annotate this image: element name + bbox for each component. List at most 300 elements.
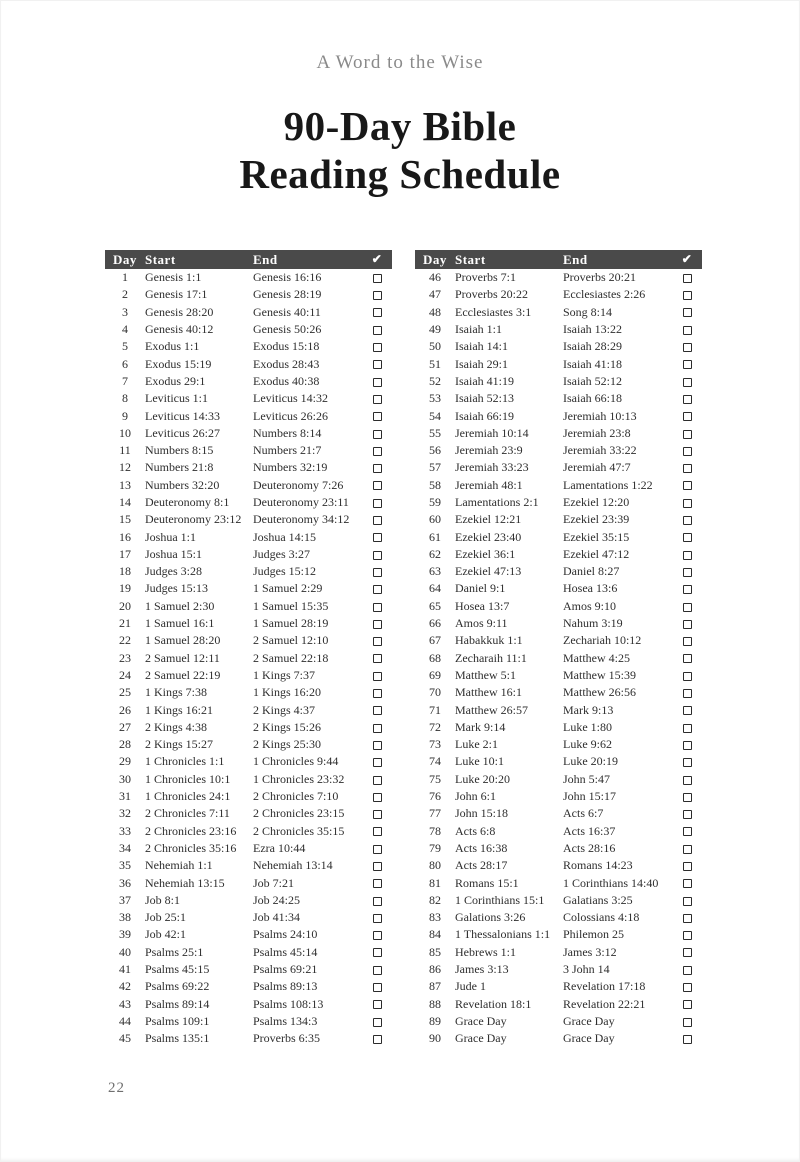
end-reference-cell: Numbers 32:19 — [253, 460, 328, 475]
end-reference-cell: Psalms 45:14 — [253, 944, 318, 959]
schedule-row — [105, 961, 392, 978]
schedule-row — [415, 961, 702, 978]
end-reference-cell: Matthew 15:39 — [563, 667, 636, 682]
day-checkbox[interactable] — [373, 308, 382, 317]
checkbox-cell — [362, 546, 392, 563]
checkbox-cell — [672, 961, 702, 978]
day-checkbox[interactable] — [683, 654, 692, 663]
start-reference-cell: Proverbs 20:22 — [455, 287, 528, 302]
day-checkbox[interactable] — [373, 672, 382, 681]
schedule-row — [415, 459, 702, 476]
schedule-row — [415, 390, 702, 407]
day-checkbox[interactable] — [373, 343, 382, 352]
day-checkbox[interactable] — [683, 845, 692, 854]
schedule-row — [105, 1030, 392, 1047]
end-reference-cell: 2 Samuel 22:18 — [253, 650, 329, 665]
start-reference-cell: Matthew 16:1 — [455, 685, 522, 700]
end-reference-cell: 2 Samuel 12:10 — [253, 633, 329, 648]
day-checkbox[interactable] — [373, 966, 382, 975]
day-checkbox[interactable] — [683, 827, 692, 836]
day-checkbox[interactable] — [373, 810, 382, 819]
day-checkbox[interactable] — [373, 1000, 382, 1009]
schedule-row — [105, 684, 392, 701]
day-cell: 57 — [429, 460, 441, 475]
day-checkbox[interactable] — [373, 412, 382, 421]
day-checkbox[interactable] — [373, 758, 382, 767]
schedule-row — [105, 494, 392, 511]
start-reference-cell: Job 8:1 — [145, 892, 181, 907]
end-reference-cell: Ecclesiastes 2:26 — [563, 287, 646, 302]
day-checkbox[interactable] — [683, 724, 692, 733]
end-reference-cell: John 15:17 — [563, 789, 617, 804]
schedule-row — [105, 650, 392, 667]
checkbox-cell — [672, 598, 702, 615]
start-reference-cell: 1 Samuel 28:20 — [145, 633, 221, 648]
start-reference-cell: James 3:13 — [455, 962, 509, 977]
day-cell: 9 — [122, 408, 128, 423]
checkbox-cell — [362, 511, 392, 528]
day-checkbox[interactable] — [683, 897, 692, 906]
start-reference-cell: Ecclesiastes 3:1 — [455, 304, 532, 319]
start-reference-cell: Jeremiah 33:23 — [455, 460, 529, 475]
end-reference-cell: 1 Chronicles 23:32 — [253, 771, 345, 786]
checkbox-cell — [362, 355, 392, 372]
checkbox-cell — [672, 978, 702, 995]
schedule-row — [415, 407, 702, 424]
checkbox-cell — [672, 321, 702, 338]
day-checkbox[interactable] — [683, 308, 692, 317]
end-reference-cell: Acts 28:16 — [563, 840, 616, 855]
schedule-row — [415, 944, 702, 961]
day-checkbox[interactable] — [683, 533, 692, 542]
day-checkbox[interactable] — [683, 326, 692, 335]
day-checkbox[interactable] — [373, 378, 382, 387]
day-cell: 69 — [429, 667, 441, 682]
page-number: 22 — [108, 1080, 125, 1096]
end-reference-cell: Amos 9:10 — [563, 598, 617, 613]
checkbox-cell — [672, 373, 702, 390]
day-checkbox[interactable] — [683, 931, 692, 940]
day-checkbox[interactable] — [683, 395, 692, 404]
day-cell: 82 — [429, 892, 441, 907]
schedule-row — [105, 771, 392, 788]
end-reference-cell: Matthew 26:56 — [563, 685, 636, 700]
day-checkbox[interactable] — [683, 1000, 692, 1009]
schedule-row — [415, 425, 702, 442]
end-reference-cell: Jeremiah 33:22 — [563, 443, 637, 458]
day-checkbox[interactable] — [683, 914, 692, 923]
start-reference-cell: Isaiah 29:1 — [455, 356, 508, 371]
start-reference-cell: Hosea 13:7 — [455, 598, 510, 613]
checkbox-cell — [672, 823, 702, 840]
day-checkbox[interactable] — [683, 603, 692, 612]
checkbox-cell — [672, 477, 702, 494]
start-reference-cell: Ezekiel 23:40 — [455, 529, 522, 544]
end-column-header: End — [563, 250, 672, 269]
day-cell: 67 — [429, 633, 441, 648]
day-checkbox[interactable] — [683, 776, 692, 785]
day-checkbox[interactable] — [373, 326, 382, 335]
day-checkbox[interactable] — [373, 291, 382, 300]
day-cell: 35 — [119, 858, 131, 873]
day-cell: 87 — [429, 979, 441, 994]
schedule-row — [415, 753, 702, 770]
day-cell: 46 — [429, 270, 441, 285]
day-checkbox[interactable] — [683, 810, 692, 819]
start-reference-cell: Amos 9:11 — [455, 616, 508, 631]
end-reference-cell: Isaiah 41:18 — [563, 356, 622, 371]
day-cell: 90 — [429, 1031, 441, 1046]
day-checkbox[interactable] — [373, 533, 382, 542]
checkbox-cell — [362, 632, 392, 649]
end-reference-cell: Zechariah 10:12 — [563, 633, 642, 648]
schedule-row — [105, 892, 392, 909]
schedule-row — [105, 857, 392, 874]
day-cell: 48 — [429, 304, 441, 319]
start-reference-cell: Leviticus 14:33 — [145, 408, 220, 423]
checkbox-cell — [362, 650, 392, 667]
end-reference-cell: Psalms 69:21 — [253, 962, 318, 977]
day-checkbox[interactable] — [683, 983, 692, 992]
end-reference-cell: Numbers 21:7 — [253, 443, 322, 458]
day-checkbox[interactable] — [683, 551, 692, 560]
day-cell: 77 — [429, 806, 441, 821]
start-reference-cell: Isaiah 66:19 — [455, 408, 514, 423]
schedule-row — [415, 477, 702, 494]
end-reference-cell: Luke 1:80 — [563, 719, 612, 734]
start-reference-cell: Matthew 26:57 — [455, 702, 528, 717]
checkbox-cell — [362, 477, 392, 494]
start-reference-cell: Leviticus 1:1 — [145, 391, 208, 406]
schedule-row — [415, 736, 702, 753]
start-reference-cell: Matthew 5:1 — [455, 667, 516, 682]
checkbox-cell — [672, 944, 702, 961]
start-reference-cell: Jeremiah 23:9 — [455, 443, 523, 458]
start-reference-cell: Daniel 9:1 — [455, 581, 506, 596]
end-reference-cell: 2 Kings 4:37 — [253, 702, 316, 717]
day-checkbox[interactable] — [373, 1035, 382, 1044]
schedule-row — [415, 1030, 702, 1047]
end-column-header: End — [253, 250, 362, 269]
end-reference-cell: 1 Kings 16:20 — [253, 685, 322, 700]
schedule-tables — [105, 250, 702, 1047]
day-cell: 34 — [119, 840, 131, 855]
start-reference-cell: John 6:1 — [455, 789, 497, 804]
start-reference-cell: Lamentations 2:1 — [455, 495, 539, 509]
day-checkbox[interactable] — [373, 948, 382, 957]
start-reference-cell: Revelation 18:1 — [455, 996, 532, 1011]
day-cell: 27 — [119, 719, 131, 734]
day-checkbox[interactable] — [683, 689, 692, 698]
day-checkbox[interactable] — [683, 741, 692, 750]
checkbox-cell — [672, 788, 702, 805]
end-reference-cell: Jeremiah 10:13 — [563, 408, 637, 423]
end-reference-cell: 1 Chronicles 9:44 — [253, 754, 339, 769]
day-checkbox[interactable] — [683, 672, 692, 681]
start-reference-cell: Job 25:1 — [145, 910, 187, 925]
day-checkbox[interactable] — [373, 845, 382, 854]
end-reference-cell: Colossians 4:18 — [563, 910, 640, 925]
start-reference-cell: Hebrews 1:1 — [455, 944, 516, 959]
day-checkbox[interactable] — [373, 706, 382, 715]
title-line-1: 90-Day Bible — [283, 103, 517, 149]
day-checkbox[interactable] — [373, 689, 382, 698]
checkbox-cell — [362, 719, 392, 736]
schedule-row — [105, 269, 392, 286]
end-reference-cell: Job 7:21 — [253, 875, 295, 890]
day-checkbox[interactable] — [373, 879, 382, 888]
checkmark-icon: ✔ — [672, 250, 702, 269]
day-checkbox[interactable] — [683, 637, 692, 646]
day-checkbox[interactable] — [683, 464, 692, 473]
schedule-row — [105, 304, 392, 321]
day-cell: 52 — [429, 373, 441, 388]
end-reference-cell: Psalms 134:3 — [253, 1013, 318, 1028]
checkbox-cell — [672, 442, 702, 459]
start-reference-cell: 1 Chronicles 1:1 — [145, 754, 225, 769]
end-reference-cell: 1 Samuel 15:35 — [253, 598, 329, 613]
day-checkbox[interactable] — [683, 516, 692, 525]
end-reference-cell: 2 Chronicles 23:15 — [253, 806, 345, 821]
start-reference-cell: Leviticus 26:27 — [145, 425, 220, 440]
end-reference-cell: Nehemiah 13:14 — [253, 858, 333, 873]
day-checkbox[interactable] — [373, 430, 382, 439]
schedule-row — [415, 563, 702, 580]
start-reference-cell: Joshua 1:1 — [145, 529, 196, 544]
schedule-row — [415, 338, 702, 355]
day-checkbox[interactable] — [683, 430, 692, 439]
end-reference-cell: Jeremiah 47:7 — [563, 460, 631, 475]
schedule-row — [415, 321, 702, 338]
day-cell: 1 — [122, 270, 128, 285]
schedule-row — [415, 823, 702, 840]
day-checkbox[interactable] — [683, 447, 692, 456]
day-cell: 80 — [429, 858, 441, 873]
start-reference-cell: Jeremiah 10:14 — [455, 425, 529, 440]
checkbox-cell — [362, 1030, 392, 1047]
day-checkbox[interactable] — [373, 274, 382, 283]
day-cell: 13 — [119, 477, 131, 492]
day-checkbox[interactable] — [683, 1018, 692, 1027]
day-checkbox[interactable] — [373, 724, 382, 733]
schedule-row — [105, 355, 392, 372]
schedule-row — [415, 857, 702, 874]
day-cell: 15 — [119, 512, 131, 527]
day-checkbox[interactable] — [683, 879, 692, 888]
checkbox-cell — [672, 269, 702, 286]
schedule-row — [105, 995, 392, 1012]
schedule-row — [105, 944, 392, 961]
day-cell: 59 — [429, 495, 441, 509]
day-checkbox[interactable] — [373, 568, 382, 577]
end-reference-cell: 2 Kings 15:26 — [253, 719, 322, 734]
end-reference-cell: Song 8:14 — [563, 304, 613, 319]
end-reference-cell: Isaiah 52:12 — [563, 373, 622, 388]
checkbox-cell — [362, 598, 392, 615]
day-cell: 30 — [119, 771, 131, 786]
checkbox-cell — [362, 304, 392, 321]
schedule-row — [105, 580, 392, 597]
day-checkbox[interactable] — [683, 706, 692, 715]
start-reference-cell: Psalms 69:22 — [145, 979, 210, 994]
start-reference-cell: Psalms 25:1 — [145, 944, 204, 959]
checkbox-cell — [672, 892, 702, 909]
end-reference-cell: Acts 6:7 — [563, 806, 604, 821]
checkbox-cell — [362, 909, 392, 926]
day-checkbox[interactable] — [683, 793, 692, 802]
start-reference-cell: Luke 10:1 — [455, 754, 504, 769]
checkbox-cell — [672, 1013, 702, 1030]
day-checkbox[interactable] — [683, 412, 692, 421]
checkbox-cell — [362, 771, 392, 788]
schedule-row — [415, 615, 702, 632]
start-reference-cell: 1 Chronicles 10:1 — [145, 771, 231, 786]
checkbox-cell — [672, 494, 702, 511]
schedule-row — [415, 632, 702, 649]
start-reference-cell: Exodus 29:1 — [145, 373, 206, 388]
day-cell: 10 — [119, 425, 131, 440]
checkbox-cell — [672, 546, 702, 563]
checkbox-cell — [672, 286, 702, 303]
start-reference-cell: Isaiah 1:1 — [455, 322, 502, 337]
day-cell: 88 — [429, 996, 441, 1011]
checkbox-cell — [672, 615, 702, 632]
day-checkbox[interactable] — [373, 654, 382, 663]
day-checkbox[interactable] — [373, 447, 382, 456]
day-checkbox[interactable] — [683, 481, 692, 490]
day-checkbox[interactable] — [683, 758, 692, 767]
day-checkbox[interactable] — [373, 1018, 382, 1027]
end-reference-cell: 1 Corinthians 14:40 — [563, 875, 659, 890]
checkbox-cell — [362, 373, 392, 390]
day-checkbox[interactable] — [683, 378, 692, 387]
start-reference-cell: Isaiah 52:13 — [455, 391, 514, 406]
day-checkbox[interactable] — [373, 551, 382, 560]
day-checkbox[interactable] — [683, 585, 692, 594]
day-cell: 56 — [429, 443, 441, 458]
checkmark-icon: ✔ — [362, 250, 392, 269]
day-checkbox[interactable] — [373, 360, 382, 369]
day-cell: 53 — [429, 391, 441, 406]
schedule-row — [415, 926, 702, 943]
day-checkbox[interactable] — [373, 395, 382, 404]
day-checkbox[interactable] — [373, 862, 382, 871]
day-checkbox[interactable] — [683, 499, 692, 508]
start-reference-cell: Grace Day — [455, 1013, 507, 1028]
day-cell: 42 — [119, 979, 131, 994]
day-checkbox[interactable] — [373, 516, 382, 525]
checkbox-cell — [362, 390, 392, 407]
end-reference-cell: James 3:12 — [563, 944, 617, 959]
day-checkbox[interactable] — [373, 914, 382, 923]
day-checkbox[interactable] — [373, 464, 382, 473]
day-checkbox[interactable] — [373, 741, 382, 750]
end-reference-cell: Isaiah 28:29 — [563, 339, 622, 354]
day-checkbox[interactable] — [373, 827, 382, 836]
end-reference-cell: Exodus 15:18 — [253, 339, 320, 354]
day-checkbox[interactable] — [373, 983, 382, 992]
start-reference-cell: Isaiah 41:19 — [455, 373, 514, 388]
schedule-row — [415, 373, 702, 390]
day-cell: 72 — [429, 719, 441, 734]
day-checkbox[interactable] — [683, 620, 692, 629]
start-reference-cell: Zecharaih 11:1 — [455, 650, 527, 665]
day-checkbox[interactable] — [683, 343, 692, 352]
day-checkbox[interactable] — [373, 793, 382, 802]
day-checkbox[interactable] — [373, 620, 382, 629]
checkbox-cell — [672, 719, 702, 736]
day-checkbox[interactable] — [683, 274, 692, 283]
day-checkbox[interactable] — [683, 966, 692, 975]
day-checkbox[interactable] — [683, 291, 692, 300]
end-reference-cell: Daniel 8:27 — [563, 564, 620, 579]
schedule-row — [415, 442, 702, 459]
checkbox-cell — [362, 459, 392, 476]
day-checkbox[interactable] — [683, 360, 692, 369]
day-checkbox[interactable] — [373, 585, 382, 594]
end-reference-cell: Judges 3:27 — [253, 546, 310, 561]
schedule-row — [415, 909, 702, 926]
day-cell: 31 — [119, 789, 131, 804]
schedule-row — [415, 805, 702, 822]
day-checkbox[interactable] — [683, 568, 692, 577]
checkbox-cell — [672, 650, 702, 667]
schedule-row — [415, 788, 702, 805]
end-reference-cell: Leviticus 14:32 — [253, 391, 328, 406]
end-reference-cell: Isaiah 66:18 — [563, 391, 622, 406]
day-checkbox[interactable] — [373, 931, 382, 940]
checkbox-cell — [362, 805, 392, 822]
day-cell: 81 — [429, 875, 441, 890]
day-checkbox[interactable] — [373, 776, 382, 785]
start-reference-cell: Luke 20:20 — [455, 771, 510, 786]
day-cell: 61 — [429, 529, 441, 544]
day-checkbox[interactable] — [683, 862, 692, 871]
schedule-row — [415, 355, 702, 372]
day-checkbox[interactable] — [373, 481, 382, 490]
day-checkbox[interactable] — [683, 948, 692, 957]
checkbox-cell — [362, 926, 392, 943]
checkbox-cell — [362, 874, 392, 891]
day-cell: 66 — [429, 616, 441, 631]
start-reference-cell: 2 Chronicles 23:16 — [145, 823, 237, 838]
schedule-row — [105, 667, 392, 684]
end-reference-cell: Ezekiel 12:20 — [563, 495, 630, 509]
schedule-row — [105, 909, 392, 926]
end-reference-cell: 1 Samuel 2:29 — [253, 581, 323, 596]
day-cell: 12 — [119, 460, 131, 475]
day-checkbox[interactable] — [373, 897, 382, 906]
schedule-row — [105, 978, 392, 995]
start-reference-cell: Romans 15:1 — [455, 875, 519, 890]
schedule-row — [105, 390, 392, 407]
schedule-row — [105, 788, 392, 805]
day-checkbox[interactable] — [373, 637, 382, 646]
start-reference-cell: 2 Samuel 22:19 — [145, 667, 221, 682]
checkbox-cell — [672, 338, 702, 355]
day-checkbox[interactable] — [373, 499, 382, 508]
day-checkbox[interactable] — [683, 1035, 692, 1044]
start-reference-cell: 2 Chronicles 35:16 — [145, 840, 237, 855]
end-reference-cell: Psalms 89:13 — [253, 979, 318, 994]
day-cell: 17 — [119, 546, 131, 561]
schedule-row — [415, 528, 702, 545]
start-reference-cell: 1 Thessalonians 1:1 — [455, 927, 551, 942]
day-checkbox[interactable] — [373, 603, 382, 612]
start-reference-cell: Ezekiel 36:1 — [455, 546, 516, 561]
schedule-row — [105, 373, 392, 390]
day-cell: 63 — [429, 564, 441, 579]
